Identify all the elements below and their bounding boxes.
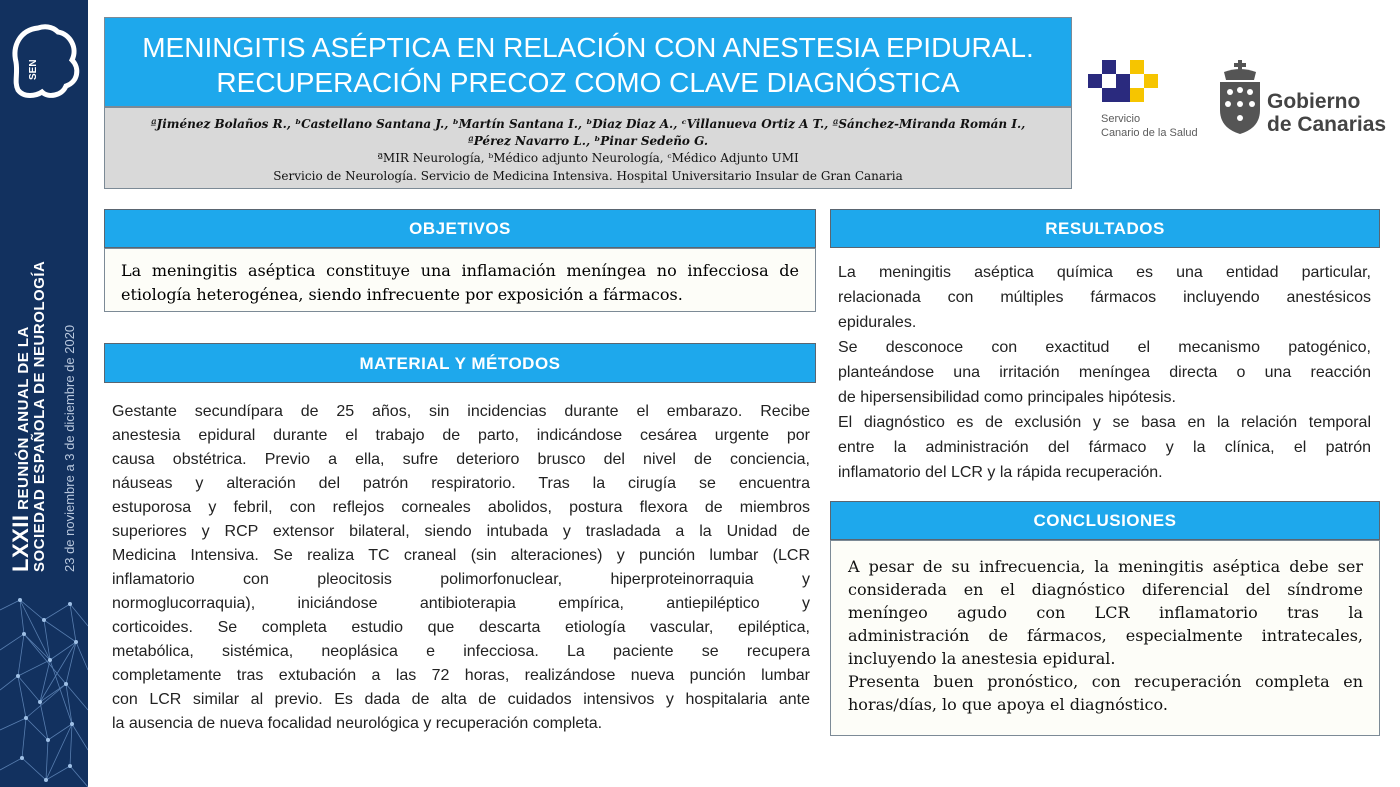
material-line: superiores y RCP extensor bilateral, siendo intubada y trasladada a la Unidad de	[112, 523, 810, 540]
sen-brain-logo	[8, 22, 82, 104]
resultados-line: de hipersensibilidad como principales hipótesis.	[838, 389, 1176, 406]
poster-title-line1: MENINGITIS ASÉPTICA EN RELACIÓN CON ANESTESIA EPIDURAL.	[142, 32, 1034, 63]
material-line: náuseas y alteración del patrón respiratorio. Tras la cirugía se encuentra	[112, 475, 810, 492]
material-line: anestesia epidural durante el trabajo de parto, indicándose cesárea urgente por	[112, 427, 810, 444]
material-line: metabólica, sistémica, neoplásica e infecciosa. La paciente se recupera	[112, 643, 810, 660]
resultados-line: entre la administración del fármaco y la clínica, el patrón	[838, 439, 1371, 456]
material-line: Gestante secundípara de 25 años, sin incidencias durante el embarazo. Recibe	[112, 403, 810, 420]
objetivos-line: La meningitis aséptica constituye una inflamación meníngea no infecciosa de	[121, 261, 799, 280]
conclusiones-line: incluyendo la anestesia epidural.	[848, 649, 1116, 668]
resultados-heading: RESULTADOS	[830, 209, 1380, 248]
affiliations: ªMIR Neurología, ᵇMédico adjunto Neurología, ᶜMédico Adjunto UMI	[377, 151, 799, 165]
resultados-line: El diagnóstico es de exclusión y se basa en la relación temporal	[838, 414, 1371, 431]
material-line: con LCR similar al previo. Es dada de alta de cuidados intensivos y hospitalaria ante	[112, 691, 810, 708]
material-line: la ausencia de nueva focalidad neurológica y recuperación completa.	[112, 715, 603, 732]
resultados-line: La meningitis aséptica química es una entidad particular,	[838, 264, 1371, 281]
poster-title-line2: RECUPERACIÓN PRECOZ COMO CLAVE DIAGNÓSTICA	[216, 67, 960, 98]
objetivos-line: etiología heterogénea, siendo infrecuente por exposición a fármacos.	[121, 285, 683, 304]
sen-logo-label: SEN	[28, 59, 39, 80]
conclusiones-body	[830, 540, 1380, 736]
resultados-line: relacionada con múltiples fármacos incluyendo anestésicos	[838, 289, 1371, 306]
material-line: completamente tras extubación a las 72 horas, realizándose nueva punción lumbar	[112, 667, 810, 684]
meeting-title-line2: SOCIEDAD ESPAÑOLA DE NEUROLOGÍA	[31, 260, 48, 572]
meeting-title-line1: LXXII REUNIÓN ANUAL DE LA	[8, 326, 33, 572]
authors-box	[104, 107, 1072, 189]
sidebar-banner	[0, 0, 88, 787]
gobierno-canarias-text: Gobierno de Canarias	[1267, 90, 1387, 136]
neural-network-illustration	[0, 590, 88, 787]
service-line: Servicio de Neurología. Servicio de Medicina Intensiva. Hospital Universitario Insular de Gran Canaria	[273, 169, 903, 183]
material-line: normoglucorraquia), iniciándose antibioterapia empírica, antiepiléptico y	[112, 595, 810, 612]
conclusiones-line: Presenta buen pronóstico, con recuperación completa en	[848, 672, 1363, 691]
resultados-line: planteándose una irritación meníngea directa o una reacción	[838, 364, 1371, 381]
conclusiones-line: horas/días, lo que apoya el diagnóstico.	[848, 695, 1168, 714]
material-line: inflamatorio con pleocitosis polimorfonuclear, hiperproteinorraquia y	[112, 571, 810, 588]
material-line: corticoides. Se completa estudio que descarta etiología vascular, epiléptica,	[112, 619, 810, 636]
resultados-line: epidurales.	[838, 314, 917, 331]
objetivos-heading: OBJETIVOS	[104, 209, 816, 248]
conclusiones-line: meníngeo agudo con LCR inflamatorio tras la	[848, 603, 1363, 622]
material-line: estuporosa y febril, con reflejos corneales abolidos, postura flexora de miembros	[112, 499, 810, 516]
resultados-line: Se desconoce con exactitud el mecanismo patogénico,	[838, 339, 1371, 356]
material-line: Medicina Intensiva. Se realiza TC craneal (sin alteraciones) y punción lumbar (LCR	[112, 547, 810, 564]
objetivos-body	[104, 248, 816, 312]
material-line: causa obstétrica. Previo a ella, sufre deterioro brusco del nivel de conciencia,	[112, 451, 810, 468]
poster-title-banner	[104, 17, 1072, 107]
resultados-line: inflamatorio del LCR y la rápida recuperación.	[838, 464, 1163, 481]
authors-line2: ªPérez Navarro L., ᵇPinar Sedeño G.	[467, 134, 709, 148]
material-metodos-heading: MATERIAL Y MÉTODOS	[104, 343, 816, 383]
conclusiones-line: administración de fármacos, especialmente intratecales,	[848, 626, 1363, 645]
scs-logo-text: Servicio Canario de la Salud	[1101, 113, 1198, 139]
conclusiones-heading: CONCLUSIONES	[830, 501, 1380, 540]
authors-line1: ªJiménez Bolaños R., ᵇCastellano Santana J., ᵇMartín Santana I., ᵇDiaz Diaz A., ᶜVillanueva Ortiz A T., ªSánchez-Miranda Román I.,	[150, 117, 1026, 131]
conclusiones-line: considerada en el diagnóstico diferencial del síndrome	[848, 580, 1363, 599]
conclusiones-line: A pesar de su infrecuencia, la meningitis aséptica debe ser	[848, 557, 1363, 576]
meeting-dates: 23 de noviembre a 3 de diciembre de 2020	[62, 324, 77, 572]
